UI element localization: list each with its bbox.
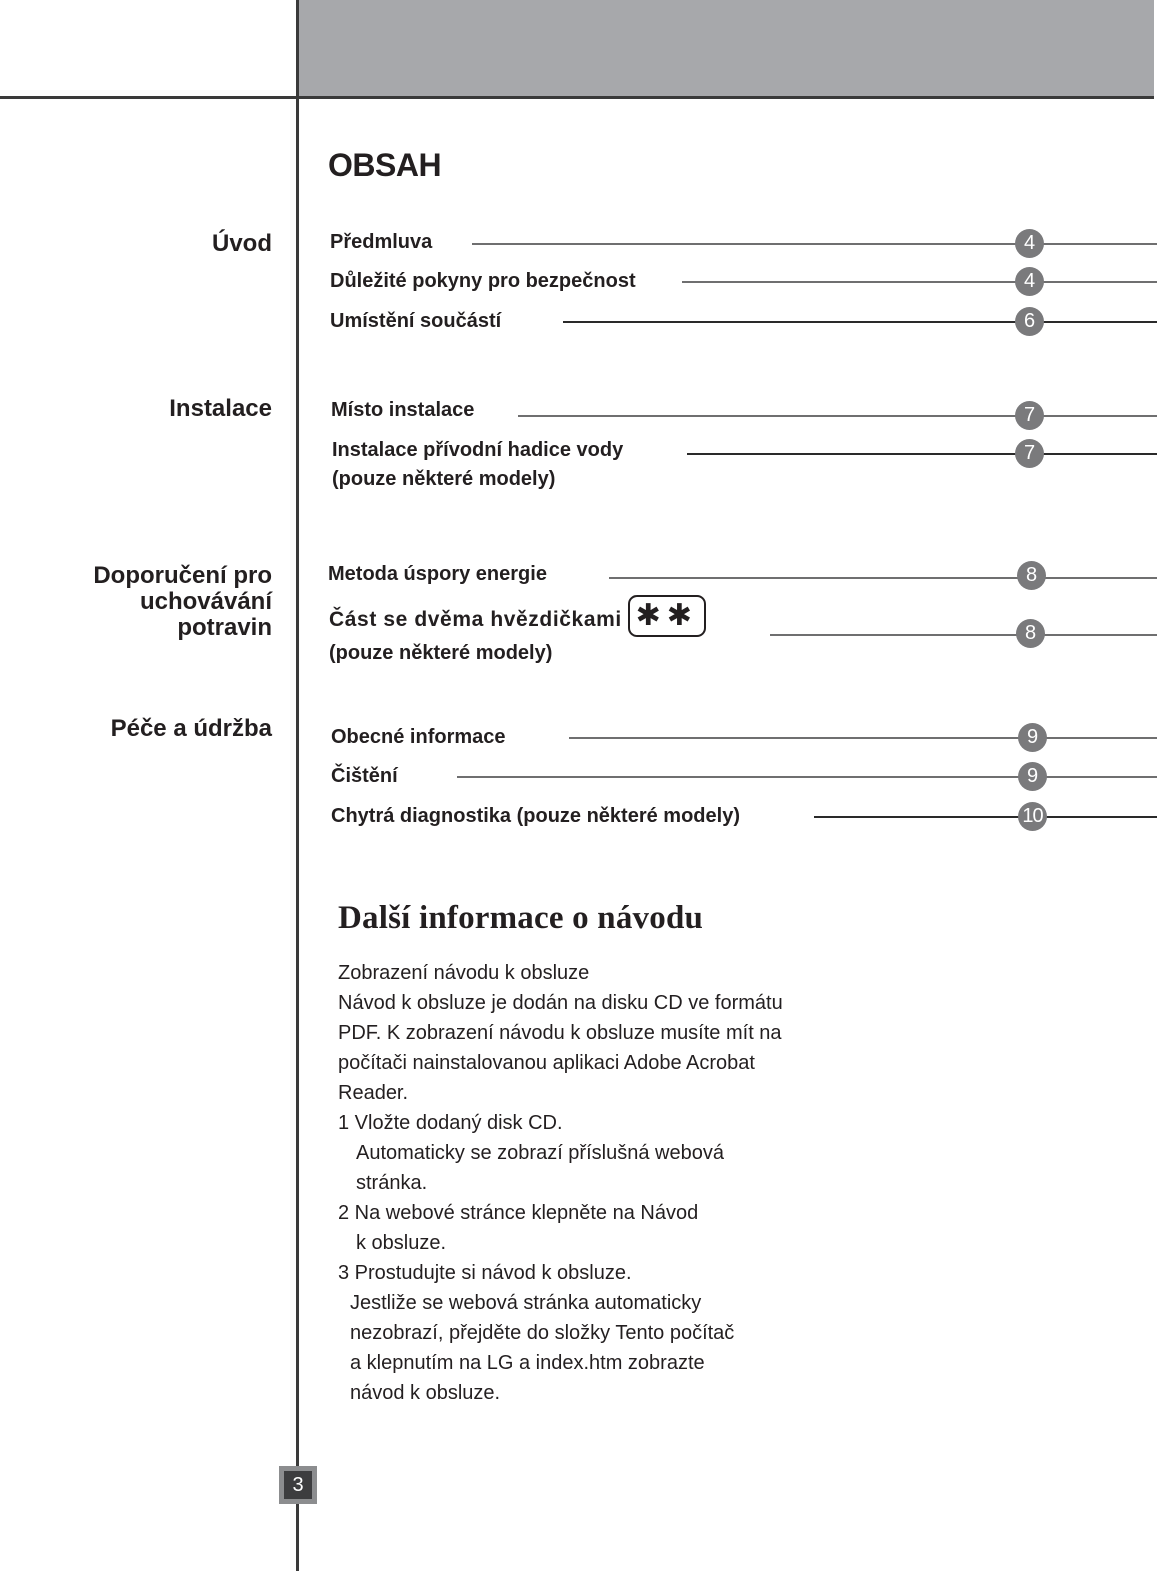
info-line: Jestliže se webová stránka automaticky bbox=[350, 1292, 702, 1314]
two-star-icon: ✱✱ bbox=[628, 595, 706, 637]
page-badge[interactable]: 10 bbox=[1018, 802, 1047, 831]
toc-entry-subtext: (pouze některé modely) bbox=[329, 642, 553, 664]
leader-line bbox=[682, 281, 1157, 283]
toc-entry-misto-instalace[interactable] bbox=[331, 396, 474, 425]
leader-line bbox=[472, 243, 1157, 245]
page-badge[interactable]: 8 bbox=[1016, 619, 1045, 648]
leader-line bbox=[770, 634, 1157, 636]
info-line: k obsluze. bbox=[356, 1232, 447, 1254]
info-line: Návod k obsluze je dodán na disku CD ve formátu bbox=[338, 992, 783, 1014]
section-label-line: Instalace bbox=[169, 395, 272, 422]
leader-line bbox=[609, 577, 1157, 579]
toc-entry-obecne-informace[interactable] bbox=[331, 723, 506, 752]
info-step-2: 2 Na webové stránce klepněte na Návod bbox=[338, 1202, 699, 1224]
section-label-line: Doporučení pro bbox=[93, 562, 272, 589]
info-step-1: 1 Vložte dodaný disk CD. bbox=[338, 1112, 563, 1134]
section-label-line: potravin bbox=[177, 614, 272, 641]
page-badge[interactable]: 6 bbox=[1015, 307, 1044, 336]
page-badge[interactable]: 4 bbox=[1015, 267, 1044, 296]
leader-line bbox=[518, 415, 1157, 417]
toc-entry-umisteni[interactable] bbox=[330, 307, 501, 336]
toc-entry-bezpecnost[interactable] bbox=[330, 267, 636, 296]
section-label-doporuceni bbox=[93, 563, 272, 641]
info-body bbox=[338, 958, 783, 1408]
page-title: OBSAH bbox=[328, 147, 442, 183]
info-line: počítači nainstalovanou aplikaci Adobe Acrobat bbox=[338, 1052, 755, 1074]
section-label-pece bbox=[111, 716, 272, 742]
page-badge[interactable]: 4 bbox=[1015, 229, 1044, 258]
toc-entry-text: Chytrá diagnostika (pouze některé modely) bbox=[331, 805, 740, 827]
section-label-instalace bbox=[169, 396, 272, 422]
info-line: Reader. bbox=[338, 1082, 409, 1104]
info-line: Zobrazení návodu k obsluze bbox=[338, 962, 590, 984]
toc-entry-text: Metoda úspory energie bbox=[328, 563, 547, 585]
section-label-line: Úvod bbox=[212, 230, 272, 257]
vertical-rule bbox=[296, 0, 299, 1571]
leader-line bbox=[814, 816, 1157, 818]
toc-entry-dve-hvezdicky[interactable] bbox=[329, 598, 706, 669]
page-badge[interactable]: 9 bbox=[1018, 762, 1047, 791]
page-number-text: 3 bbox=[284, 1471, 312, 1499]
page-badge[interactable]: 8 bbox=[1017, 561, 1046, 590]
toc-entry-chytra-diagnostika[interactable] bbox=[331, 802, 740, 831]
leader-line bbox=[687, 453, 1157, 455]
info-line: Automaticky se zobrazí příslušná webová bbox=[356, 1142, 724, 1164]
toc-entry-uspora-energie[interactable] bbox=[328, 560, 547, 589]
info-line: nezobrazí, přejděte do složky Tento počítač bbox=[350, 1322, 735, 1344]
page-badge[interactable]: 7 bbox=[1015, 401, 1044, 430]
toc-entry-text: Důležité pokyny pro bezpečnost bbox=[330, 270, 636, 292]
toc-entry-text: Umístění součástí bbox=[330, 310, 502, 332]
leader-line bbox=[563, 321, 1157, 323]
page-badge[interactable]: 9 bbox=[1018, 723, 1047, 752]
section-label-line: Péče a údržba bbox=[110, 715, 272, 742]
leader-line bbox=[569, 737, 1157, 739]
toc-entry-hadice[interactable] bbox=[332, 436, 623, 494]
leader-line bbox=[457, 776, 1157, 778]
header-band bbox=[298, 0, 1154, 97]
header-rule bbox=[0, 96, 1154, 99]
info-step-3: 3 Prostudujte si návod k obsluze. bbox=[338, 1262, 632, 1284]
section-label-uvod bbox=[212, 231, 272, 257]
info-line: a klepnutím na LG a index.htm zobrazte bbox=[350, 1352, 705, 1374]
toc-entry-cisteni[interactable] bbox=[331, 762, 398, 791]
info-line: stránka. bbox=[356, 1172, 428, 1194]
info-line: PDF. K zobrazení návodu k obsluze musíte mít na bbox=[338, 1022, 782, 1044]
toc-entry-predmluva[interactable] bbox=[330, 228, 432, 257]
page-number bbox=[279, 1466, 317, 1504]
toc-entry-text: Část se dvěma hvězdičkami bbox=[329, 608, 622, 631]
toc-entry-text: Předmluva bbox=[330, 231, 433, 253]
toc-entry-subtext: (pouze některé modely) bbox=[332, 468, 556, 490]
toc-entry-text: Čištění bbox=[331, 765, 398, 787]
toc-entry-text: Místo instalace bbox=[331, 399, 475, 421]
info-line: návod k obsluze. bbox=[350, 1382, 501, 1404]
section-label-line: uchovávání bbox=[139, 588, 272, 615]
info-title: Další informace o návodu bbox=[338, 900, 704, 936]
toc-entry-text: Instalace přívodní hadice vody bbox=[332, 439, 624, 461]
toc-entry-text: Obecné informace bbox=[331, 726, 506, 748]
page-badge[interactable]: 7 bbox=[1015, 439, 1044, 468]
